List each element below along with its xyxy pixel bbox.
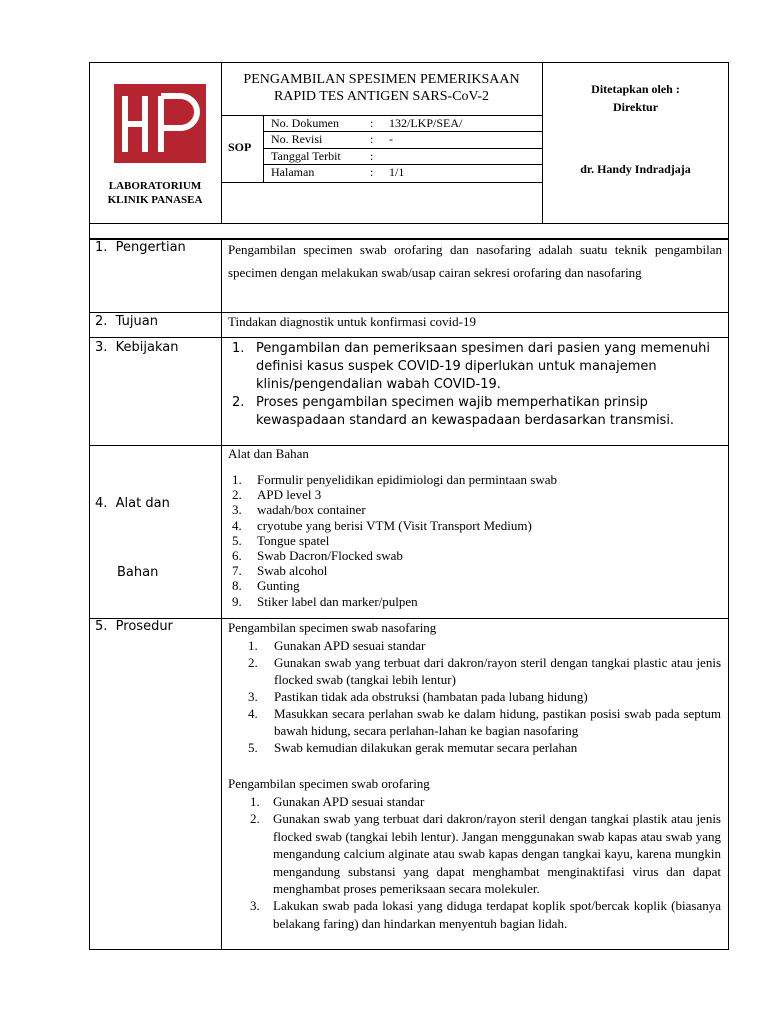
list-item: 9. Stiker label dan marker/pulpen [232,593,418,609]
pengertian-text: Pengambilan specimen swab orofaring dan nasofaring adalah suatu teknik pengambilan specimen dengan melakukan swab/usap cairan sekresi orofaring dan nasofaring [228,242,722,280]
list-item: 2. Gunakan swab yang terbuat dari dakron/rayon steril dengan tangkai plastik atau jenis flocked swab (tangkai lebih lentur). Jangan menggunakan swab kapas atau swab yang mengandung calcium alginate atau swab kapas dengan tangkai kayu, karena mungkin mengandung substansi yang dapat menghambat menginaktifasi virus dan dapat menghambat proses pemeriksaan secara molekuler. [250,811,721,897]
list-item: 6. Swab Dacron/Flocked swab [232,548,403,564]
orofaring-list [250,793,721,932]
list-item: 1. Pengambilan dan pemeriksaan spesimen dari pasien yang memenuhi definisi kasus suspek COVID-19 diperlukan untuk manajemen klinis/pengendalian wabah COVID-19. [232,341,711,392]
list-item: 8. Gunting [232,578,300,594]
list-item: 3. Pastikan tidak ada obstruksi (hambatan pada lubang hidung) [248,689,588,704]
spacer-row [89,224,729,239]
list-item: 2. APD level 3 [232,487,322,503]
list-item: 2. Proses pengambilan specimen wajib memperhatikan prinsip kewaspadaan standard an kewaspadaan berdasarkan transmisi. [232,395,675,428]
doc-info-row: No. Dokumen : 132/LKP/SEA/ [271,116,463,130]
doc-info-row: Halaman : 1/1 [271,165,405,179]
list-item: 1. Gunakan APD sesuai standar [248,638,426,653]
list-item: 5. Swab kemudian dilakukan gerak memutar secara perlahan [248,740,578,755]
list-item: 3. wadah/box container [232,502,366,518]
nasofaring-heading: Pengambilan specimen swab nasofaring [228,620,437,635]
list-item: 7. Swab alcohol [232,563,328,579]
approver-name: dr. Handy Indradjaja [580,162,691,176]
section-label-kebijakan: 3. Kebijakan [95,340,179,355]
doc-info-row: No. Revisi : - [271,132,393,146]
list-item: 1. Gunakan APD sesuai standar [250,794,425,809]
approver-title: Direktur [612,100,659,114]
list-item: 1. Formulir penyelidikan epidimiologi dan permintaan swab [232,472,558,487]
clinic-logo [114,84,206,163]
list-item: 4. cryotube yang berisi VTM (Visit Transport Medium) [232,517,532,533]
section-label-tujuan: 2. Tujuan [95,314,158,329]
sop-label: SOP [228,140,252,154]
doc-title-line2: RAPID TES ANTIGEN SARS-CoV-2 [273,89,490,104]
orofaring-heading: Pengambilan specimen swab orofaring [228,776,430,791]
doc-info-row: Tanggal Terbit : [271,149,374,163]
kebijakan-list [232,340,722,430]
section-label-prosedur: 5. Prosedur [95,619,173,634]
list-item: 4. Masukkan secara perlahan swab ke dalam hidung, pastikan posisi swab pada septum bawah hidung, secara perlahan-lahan ke bagian nasofaring [248,706,721,738]
lab-name-line2: KLINIK PANASEA [107,194,203,206]
doc-title-line1: PENGAMBILAN SPESIMEN PEMERIKSAAN [243,72,520,87]
list-item: 2. Gunakan swab yang terbuat dari dakron/rayon steril dengan tangkai plastic atau jenis flocked swab (tangkai lebih lentur) [248,655,721,687]
tujuan-text: Tindakan diagnostik untuk konfirmasi covid-19 [228,314,476,329]
alat-list [232,472,712,609]
approved-by-label: Ditetapkan oleh : [591,82,680,96]
section-label-bahan: Bahan [117,565,159,580]
nasofaring-list [248,637,721,756]
hp-logo-icon [114,84,206,163]
section-label-alat: 4. Alat dan [95,496,170,511]
alat-heading: Alat dan Bahan [228,446,309,461]
section-label-pengertian: 1. Pengertian [95,240,186,255]
list-item: 3. Lakukan swab pada lokasi yang diduga terdapat koplik spot/bercak koplik (biasanya belakang faring) dan hindarkan menyentuh bagian lidah. [250,898,721,931]
lab-name-line1: LABORATORIUM [108,180,202,192]
list-item: 5. Tongue spatel [232,532,330,548]
